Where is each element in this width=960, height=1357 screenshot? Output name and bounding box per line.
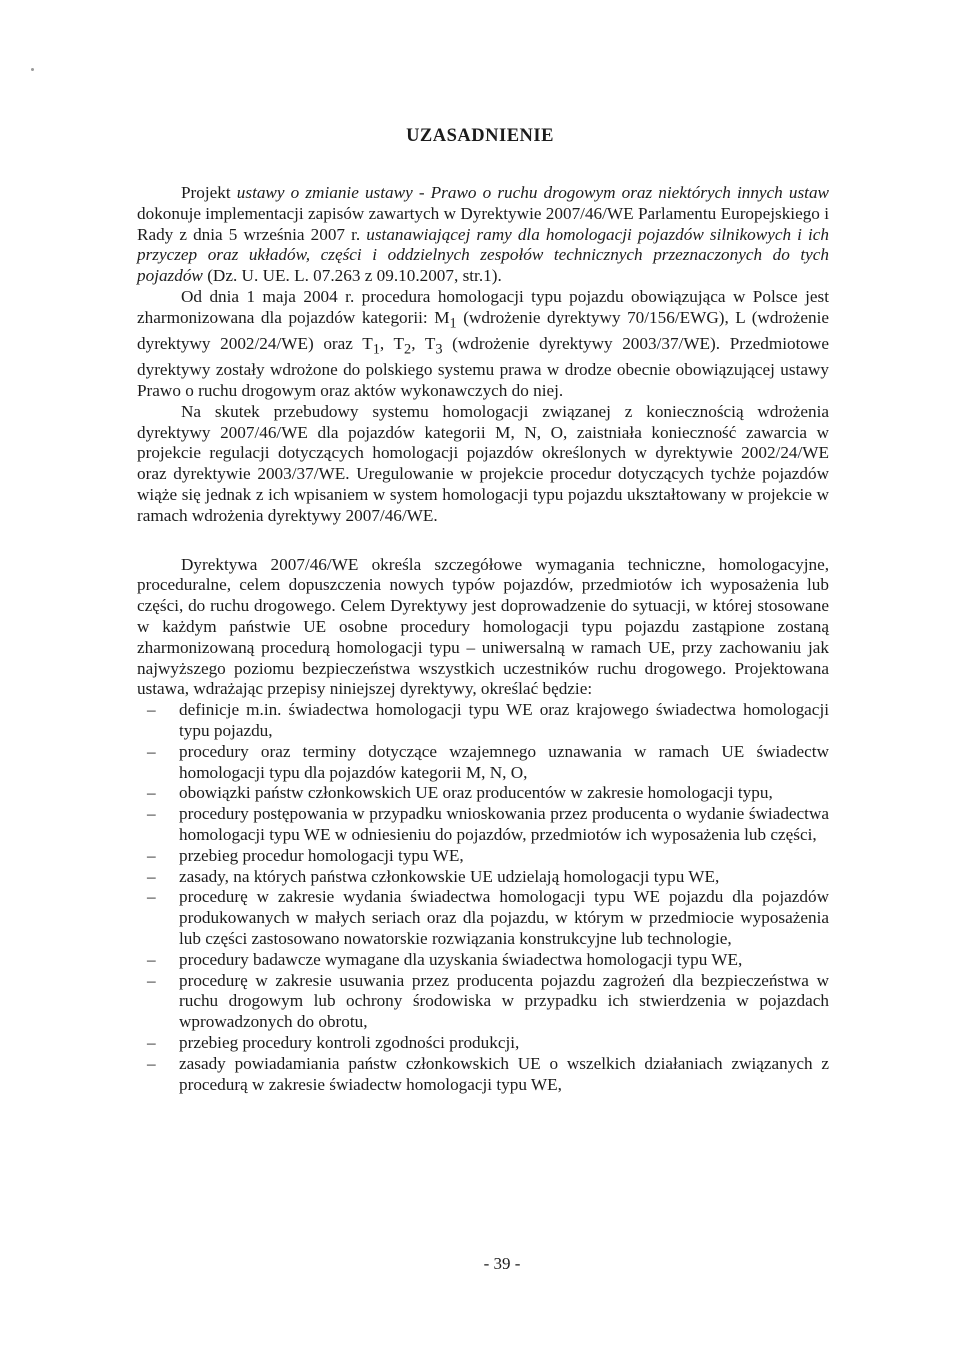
p2-sub-3: 2	[404, 341, 412, 358]
paragraph-4: Dyrektywa 2007/46/WE określa szczegółowe wymagania techniczne, homologacyjne, proceduralne, celem dopuszczenia nowych typów pojazdów, przedmiotów ich wyposażenia lub części, do ruchu drogowego. Celem Dyrektywy jest doprowadzenie do sytuacji, w której stosowane w każdym państwie UE osobne procedury homologacji typu pojazdu zastąpione zostaną zharmonizowaną procedurą homologacji typu – uniwersalną w ramach UE, przy zachowaniu jak najwyższego poziomu bezpieczeństwa wszystkich uczestników ruchu drogowego. Projektowana ustawa, wdrażając przepisy niniejszej dyrektywy, określać będzie:	[137, 554, 829, 699]
document-title: UZASADNIENIE	[406, 126, 554, 146]
p2-sub-1: 1	[449, 315, 457, 332]
list-item: – zasady, na których państwa członkowskie UE udzielają homologacji typu WE,	[137, 867, 829, 888]
p2-sub-4: 3	[435, 341, 443, 358]
document-body	[137, 183, 829, 1095]
list-item: – procedury postępowania w przypadku wnioskowania przez producenta o wydanie świadectwa homologacji typu WE w odniesieniu do pojazdów, przedmiotów ich wyposażenia lub części,	[137, 804, 829, 846]
list-item: – zasady powiadamiania państw członkowskich UE o wszelkich działaniach związanych z procedurą w zakresie świadectw homologacji typu WE,	[137, 1054, 829, 1096]
scan-speck	[31, 68, 34, 71]
list-item: – procedurę w zakresie wydania świadectwa homologacji typu WE pojazdu dla pojazdów produkowanych w małych seriach oraz dla pojazdu, w którym w przedmiocie wyposażenia lub części zastosowano nowatorskie rozwiązania konstrukcyjne lub technologie,	[137, 887, 829, 949]
p2-text-5: (wdrożenie dyrektywy 2003/37/WE). Przedmiotowe dyrektywy zostały wdrożone do polskiego systemu prawa w drodze obecnie obowiązującej ustawy Prawo o ruchu drogowym oraz aktów wykonawczych do niej.	[137, 334, 829, 401]
p2-sub-2: 1	[372, 341, 380, 358]
paragraph-2	[137, 287, 829, 402]
p1-text-3: (Dz. U. UE. L. 07.263 z 09.10.2007, str.1).	[202, 266, 502, 286]
paragraph-1	[137, 183, 829, 287]
paragraph-3: Na skutek przebudowy systemu homologacji związanej z koniecznością wdrożenia dyrektywy 2007/46/WE dla pojazdów kategorii M, N, O, zaistniała konieczność zawarcia w projekcie regulacji dotyczących homologacji pojazdów określonych w dyrektywie 2002/24/WE oraz dyrektywie 2003/37/WE. Uregulowanie w projekcie procedur dotyczących tychże pojazdów wiąże się jednak z ich wpisaniem w system homologacji typu pojazdu ukształtowany w projekcie w ramach wdrożenia dyrektywy 2007/46/WE.	[137, 401, 829, 525]
p2-text-1: Od dnia 1 maja 2004 r. procedura homologacji typu pojazdu obowiązująca w Polsce jest zharmonizowana dla pojazdów kategorii: M	[137, 286, 829, 327]
p2-text-4: , T	[411, 334, 436, 354]
list-item: – obowiązki państw członkowskich UE oraz producentów w zakresie homologacji typu,	[137, 783, 829, 804]
list-item: – przebieg procedur homologacji typu WE,	[137, 846, 829, 867]
p1-text-1: Projekt	[181, 183, 237, 202]
provisions-list	[137, 700, 829, 1095]
list-item: – procedury badawcze wymagane dla uzyskania świadectwa homologacji typu WE,	[137, 950, 829, 971]
page-number: - 39 -	[483, 1254, 521, 1273]
p1-text-2: dokonuje implementacji zapisów zawartych w Dyrektywie 2007/46/WE Parlamentu Europejskiego i Rady z dnia 5 września 2007 r.	[137, 203, 829, 244]
list-item: – procedury oraz terminy dotyczące wzajemnego uznawania w ramach UE świadectw homologacji typu dla pojazdów kategorii M, N, O,	[137, 742, 829, 784]
list-item: – definicje m.in. świadectwa homologacji typu WE oraz krajowego świadectwa homologacji typu pojazdu,	[137, 700, 829, 742]
p1-directive-title: ustanawiającej ramy dla homologacji pojazdów silnikowych i ich przyczep oraz układów, części i oddzielnych zespołów technicznych przeznaczonych do tych pojazdów	[137, 224, 830, 286]
p1-act-title: ustawy o zmianie ustawy - Prawo o ruchu drogowym oraz niektórych innych ustaw	[236, 183, 830, 202]
list-item: – przebieg procedury kontroli zgodności produkcji,	[137, 1033, 829, 1054]
p2-text-2: (wdrożenie dyrektywy 70/156/EWG), L (wdrożenie dyrektywy 2002/24/WE) oraz T	[137, 307, 829, 354]
p2-text-3: , T	[379, 334, 405, 354]
list-item: – procedurę w zakresie usuwania przez producenta pojazdu zagrożeń dla bezpieczeństwa w ruchu drogowym lub ochrony środowiska w przypadku ich stwierdzenia w pojazdach wprowadzonych do obrotu,	[137, 971, 829, 1033]
